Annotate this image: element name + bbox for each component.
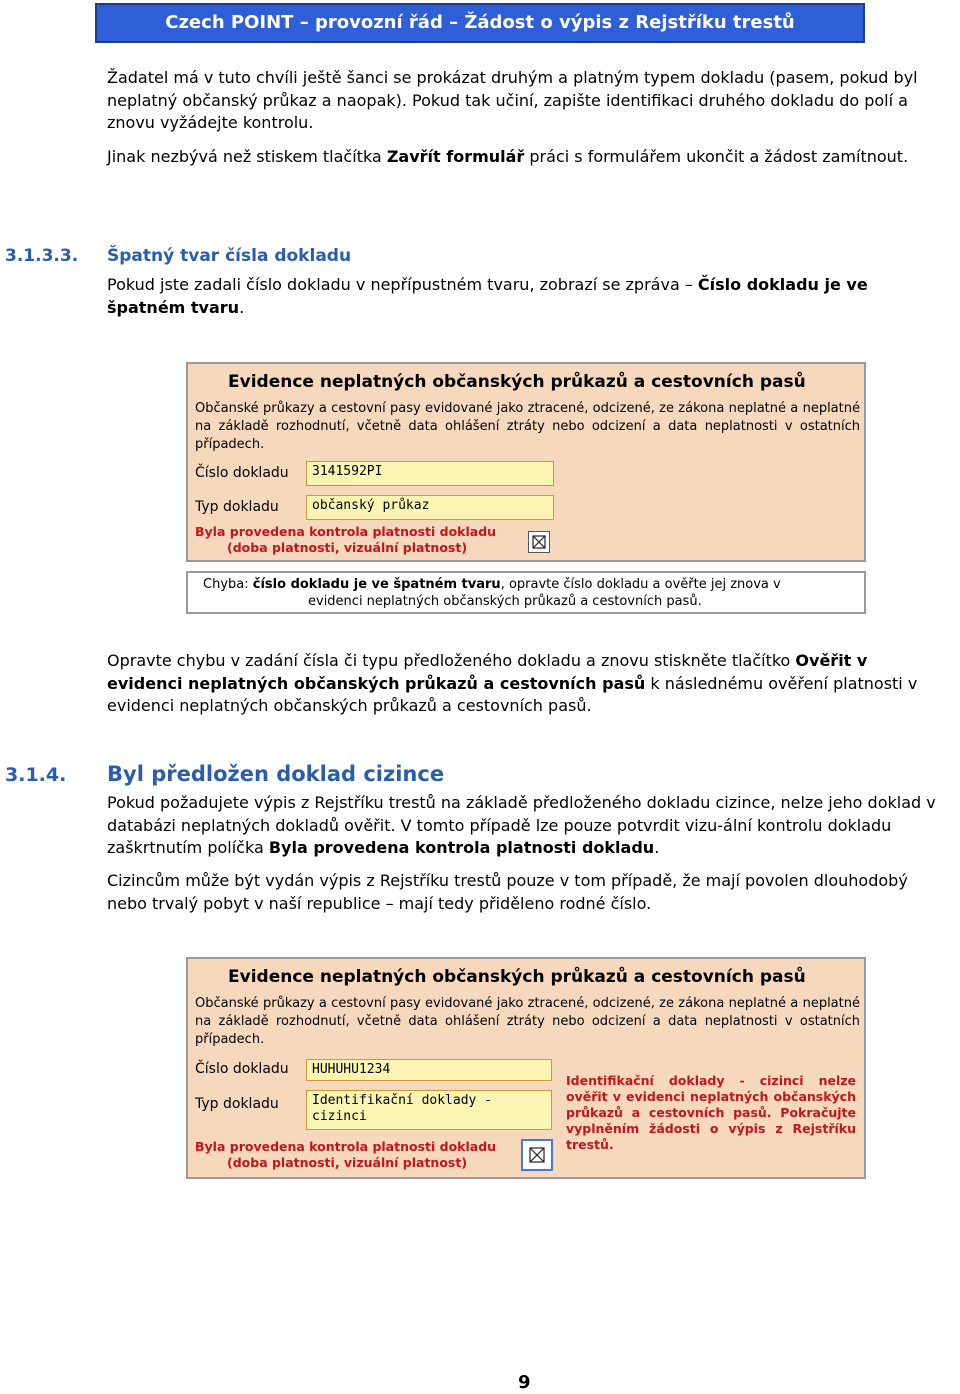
- error-bold: číslo dokladu je ve špatném tvaru: [252, 577, 501, 592]
- validity-check-line1: Byla provedena kontrola platnosti dokladu: [195, 524, 497, 539]
- section2-paragraph-2: Cizincům může být vydán výpis z Rejstříku trestů pouze v tom případě, že mají povolen dlouhodobý nebo trvalý pobyt v naší republice – mají tedy přiděleno rodné číslo.: [107, 871, 908, 913]
- intro-paragraph: [107, 67, 937, 135]
- intro-text: Žadatel má v tuto chvíli ještě šanci se prokázat druhým a platným typem dokladu (pasem, pokud byl neplatný občanský průkaz a naopak). Pokud tak učiní, zapište identifikaci druhého dokladu do polí a znovu vyžádejte kontrolu.: [107, 68, 918, 132]
- close-form-reference: Zavřít formulář: [386, 147, 525, 166]
- error-bar: [186, 571, 866, 614]
- error-rest-1: , opravte číslo dokladu a ověřte jej znova v: [500, 577, 781, 592]
- section-number-2: 3.1.4.: [5, 764, 67, 786]
- section-text-before: Pokud jste zadali číslo dokladu v nepřípustném tvaru, zobrazí se zpráva –: [107, 275, 698, 294]
- validity-check-label: [195, 524, 496, 556]
- checkbox-cross-icon: [523, 1141, 551, 1169]
- evidence-panel-1: [186, 362, 866, 562]
- validity-checkbox[interactable]: [521, 1139, 553, 1171]
- after-text-before: Opravte chybu v zadání čísla či typu předloženého dokladu a znovu stiskněte tlačítko: [107, 651, 796, 670]
- panel-description: Občanské průkazy a cestovní pasy evidované jako ztracené, odcizené, ze zákona neplatné a neplatné na základě rozhodnutí, včetně data ohlášení ztráty nebo odcizení a data neplatnosti v ostatních případech.: [195, 996, 860, 1047]
- checkbox-cross-icon: [529, 532, 549, 552]
- section2-text-before: Pokud požadujete výpis z Rejstříku trestů na základě předloženého dokladu cizince, nelze jeho doklad v databázi neplatných dokladů ověřit. V tomto případě lze pouze potvrdit vizu-ální kontrolu dokladu zaškrtnutím políčka: [107, 793, 936, 857]
- panel-description: Občanské průkazy a cestovní pasy evidované jako ztracené, odcizené, ze zákona neplatné a neplatné na základě rozhodnutí, včetně data ohlášení ztráty nebo odcizení a data neplatnosti v ostatních případech.: [195, 401, 860, 452]
- doc-number-label: Číslo dokladu: [195, 465, 289, 481]
- section2-paragraph-1: [107, 792, 937, 860]
- error-prefix: Chyba:: [203, 577, 253, 592]
- after-panel-paragraph: [107, 650, 937, 718]
- section-title: Špatný tvar čísla dokladu: [107, 246, 352, 266]
- page-number: 9: [518, 1372, 531, 1393]
- panel-title: Evidence neplatných občanských průkazů a cestovních pasů: [228, 967, 806, 987]
- validity-check-reference: Byla provedena kontrola platnosti dokladu: [268, 838, 655, 857]
- foreigner-notice: Identifikační doklady - cizinci nelze ověřit v evidenci neplatných občanských průkazů a cestovních pasů. Pokračujte vyplněním žádosti o výpis z Rejstříku trestů.: [566, 1073, 856, 1152]
- section-title-2: Byl předložen doklad cizince: [107, 762, 445, 786]
- validity-check-label: [195, 1139, 496, 1171]
- doc-type-select[interactable]: Identifikační doklady - cizinci: [306, 1090, 552, 1130]
- panel-title: Evidence neplatných občanských průkazů a cestovních pasů: [228, 372, 806, 392]
- intro-text-after: práci s formulářem ukončit a žádost zamítnout.: [524, 147, 909, 166]
- validity-check-line2: (doba platnosti, vizuální platnost): [227, 540, 468, 555]
- doc-number-input[interactable]: 3141592PI: [306, 461, 554, 486]
- section-number: 3.1.3.3.: [5, 246, 79, 266]
- validity-check-line1: Byla provedena kontrola platnosti dokladu: [195, 1139, 497, 1154]
- section-text-after: .: [239, 297, 245, 317]
- after-text-after: k následnému ověření platnosti v evidenci neplatných občanských průkazů a cestovních pasů.: [107, 673, 918, 715]
- doc-number-input[interactable]: HUHUHU1234: [306, 1059, 552, 1081]
- intro-text-before: Jinak nezbývá než stiskem tlačítka: [107, 147, 387, 166]
- evidence-panel-2: [186, 957, 866, 1179]
- error-message: [203, 576, 853, 610]
- intro-paragraph-2: [107, 146, 937, 169]
- doc-type-label: Typ dokladu: [195, 499, 279, 515]
- verify-button-reference: Ověřit v evidenci neplatných občanských průkazů a cestovních pasů: [107, 651, 868, 693]
- validity-checkbox[interactable]: [528, 531, 550, 553]
- error-rest-2: evidenci neplatných občanských průkazů a cestovních pasů.: [308, 594, 702, 609]
- document-header: Czech POINT – provozní řád – Žádost o výpis z Rejstříku trestů: [95, 3, 865, 43]
- validity-check-line2: (doba platnosti, vizuální platnost): [227, 1155, 468, 1170]
- section-paragraph: [107, 274, 937, 319]
- error-message-reference: Číslo dokladu je ve špatném tvaru: [107, 275, 868, 317]
- doc-number-label: Číslo dokladu: [195, 1061, 289, 1077]
- doc-type-select[interactable]: občanský průkaz: [306, 495, 554, 520]
- section2-text-after: .: [654, 838, 660, 857]
- doc-type-label: Typ dokladu: [195, 1096, 279, 1112]
